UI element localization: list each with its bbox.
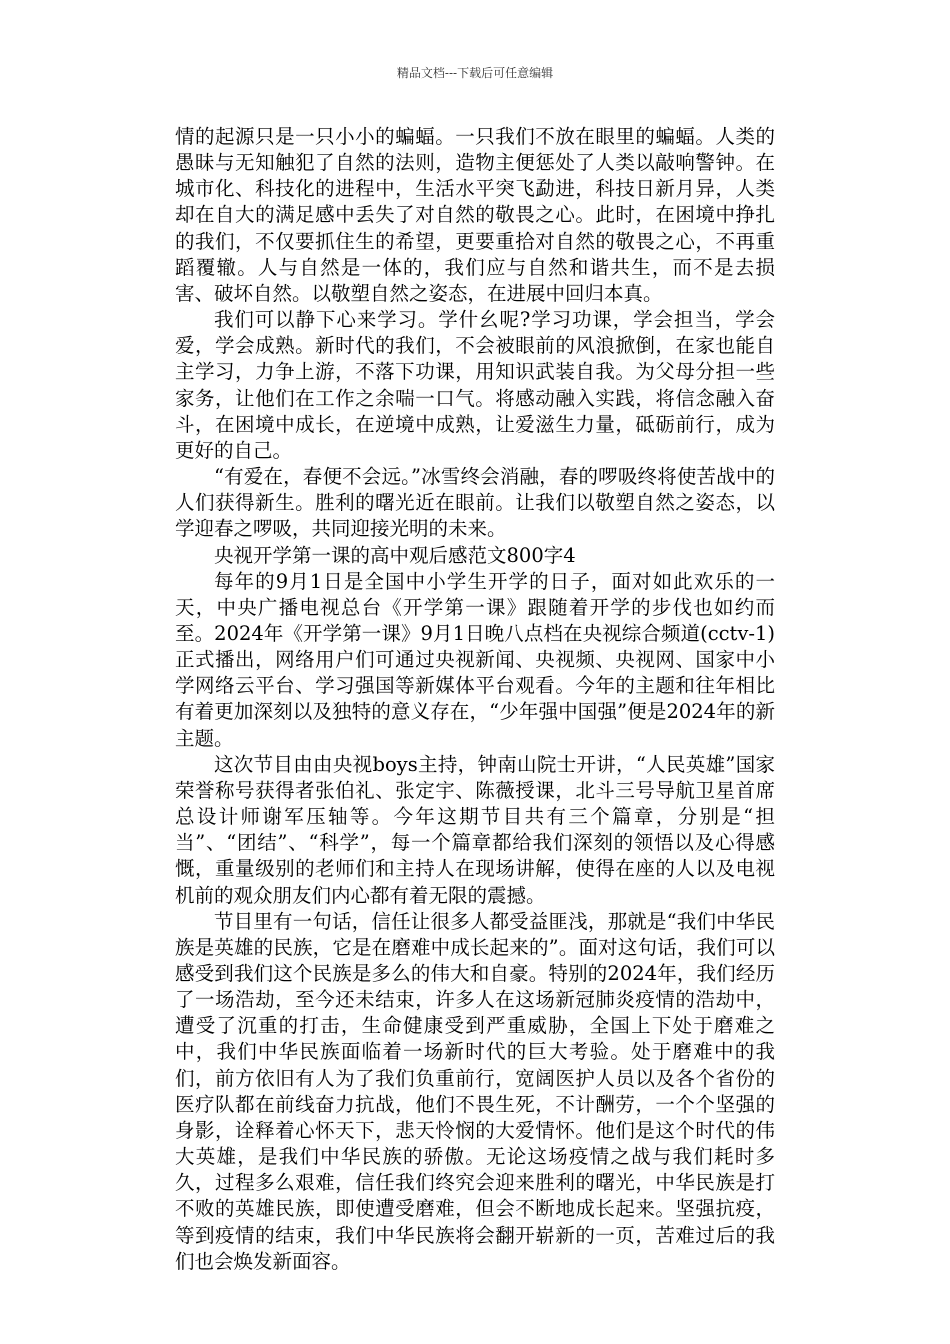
document-body: [175, 124, 775, 1275]
paragraph: 这次节目由由央视boys主持，钟南山院士开讲，“人民英雄”国家荣誉称号获得者张伯礼、张定宇、陈薇授课，北斗三号导航卫星首席总设计师谢军压轴等。今年这期节目共有三个篇章，分别是“担当”、“团结”、“科学”，每一个篇章都给我们深刻的领悟以及心得感慨，重量级别的老师们和主持人在现场讲解，使得在座的人以及电视机前的观众朋友们内心都有着无限的震撼。: [175, 752, 775, 907]
page-header: 精品文档---下载后可任意编辑: [396, 66, 554, 80]
paragraph: 我们可以静下心来学习。学什幺呢?学习功课，学会担当，学会爱，学会成熟。新时代的我们，不会被眼前的风浪掀倒，在家也能自主学习，力争上游，不落下功课，用知识武装自我。为父母分担一些家务，让他们在工作之余喘一口气。将感动融入实践，将信念融入奋斗，在困境中成长，在逆境中成熟，让爱滋生力量，砥砺前行，成为更好的自己。: [175, 308, 775, 462]
paragraph: 节目里有一句话，信任让很多人都受益匪浅，那就是“我们中华民族是英雄的民族，它是在磨难中成长起来的”。面对这句话，我们可以感受到我们这个民族是多么的伟大和自豪。特别的2024年，我们经历了一场浩劫，至今还未结束，许多人在这场新冠肺炎疫情的浩劫中，遭受了沉重的打击，生命健康受到严重威胁，全国上下处于磨难之中，我们中华民族面临着一场新时代的巨大考验。处于磨难中的我们，前方依旧有人为了我们负重前行，宽阔医护人员以及各个省份的医疗队都在前线奋力抗战，他们不畏生死，不计酬劳，一个个坚强的身影，诠释着心怀天下，悲天怜悯的大爱情怀。他们是这个时代的伟大英雄，是我们中华民族的骄傲。无论这场疫情之战与我们耗时多久，过程多么艰难，信任我们终究会迎来胜利的曙光，中华民族是打不败的英雄民族，即使遭受磨难，但会不断地成长起来。坚强抗疫，等到疫情的结束，我们中华民族将会翻开崭新的一页，苦难过后的我们也会焕发新面容。: [175, 909, 775, 1273]
paragraph: “有爱在，春便不会远。”冰雪终会消融，春的啰吸终将使苦战中的人们获得新生。胜利的曙光近在眼前。让我们以敬塑自然之姿态，以学迎春之啰吸，共同迎接光明的未来。: [175, 465, 775, 541]
section-title: 央视开学第一课的高中观后感范文800字4: [214, 543, 576, 567]
paragraph-continuation: 情的起源只是一只小小的蝙蝠。一只我们不放在眼里的蝙蝠。人类的愚昧与无知触犯了自然的法则，造物主便惩处了人类以敲响警钟。在城市化、科技化的进程中，生活水平突飞勐进，科技日新月异，人类却在自大的满足感中丢失了对自然的敬畏之心。此时，在困境中挣扎的我们，不仅要抓住生的希望，更要重拾对自然的敬畏之心，不再重蹈覆辙。人与自然是一体的，我们应与自然和谐共生，而不是去损害、破坏自然。以敬塑自然之姿态，在进展中回归本真。: [175, 125, 775, 305]
paragraph: 每年的9月1日是全国中小学生开学的日子，面对如此欢乐的一天，中央广播电视总台《开学第一课》跟随着开学的步伐也如约而至。2024年《开学第一课》9月1日晚八点档在央视综合频道(cctv-1)正式播出，网络用户们可通过央视新闻、央视频、央视网、国家中小学网络云平台、学习强国等新媒体平台观看。今年的主题和往年相比有着更加深刻以及独特的意义存在，“少年强中国强”便是2024年的新主题。: [175, 569, 775, 750]
